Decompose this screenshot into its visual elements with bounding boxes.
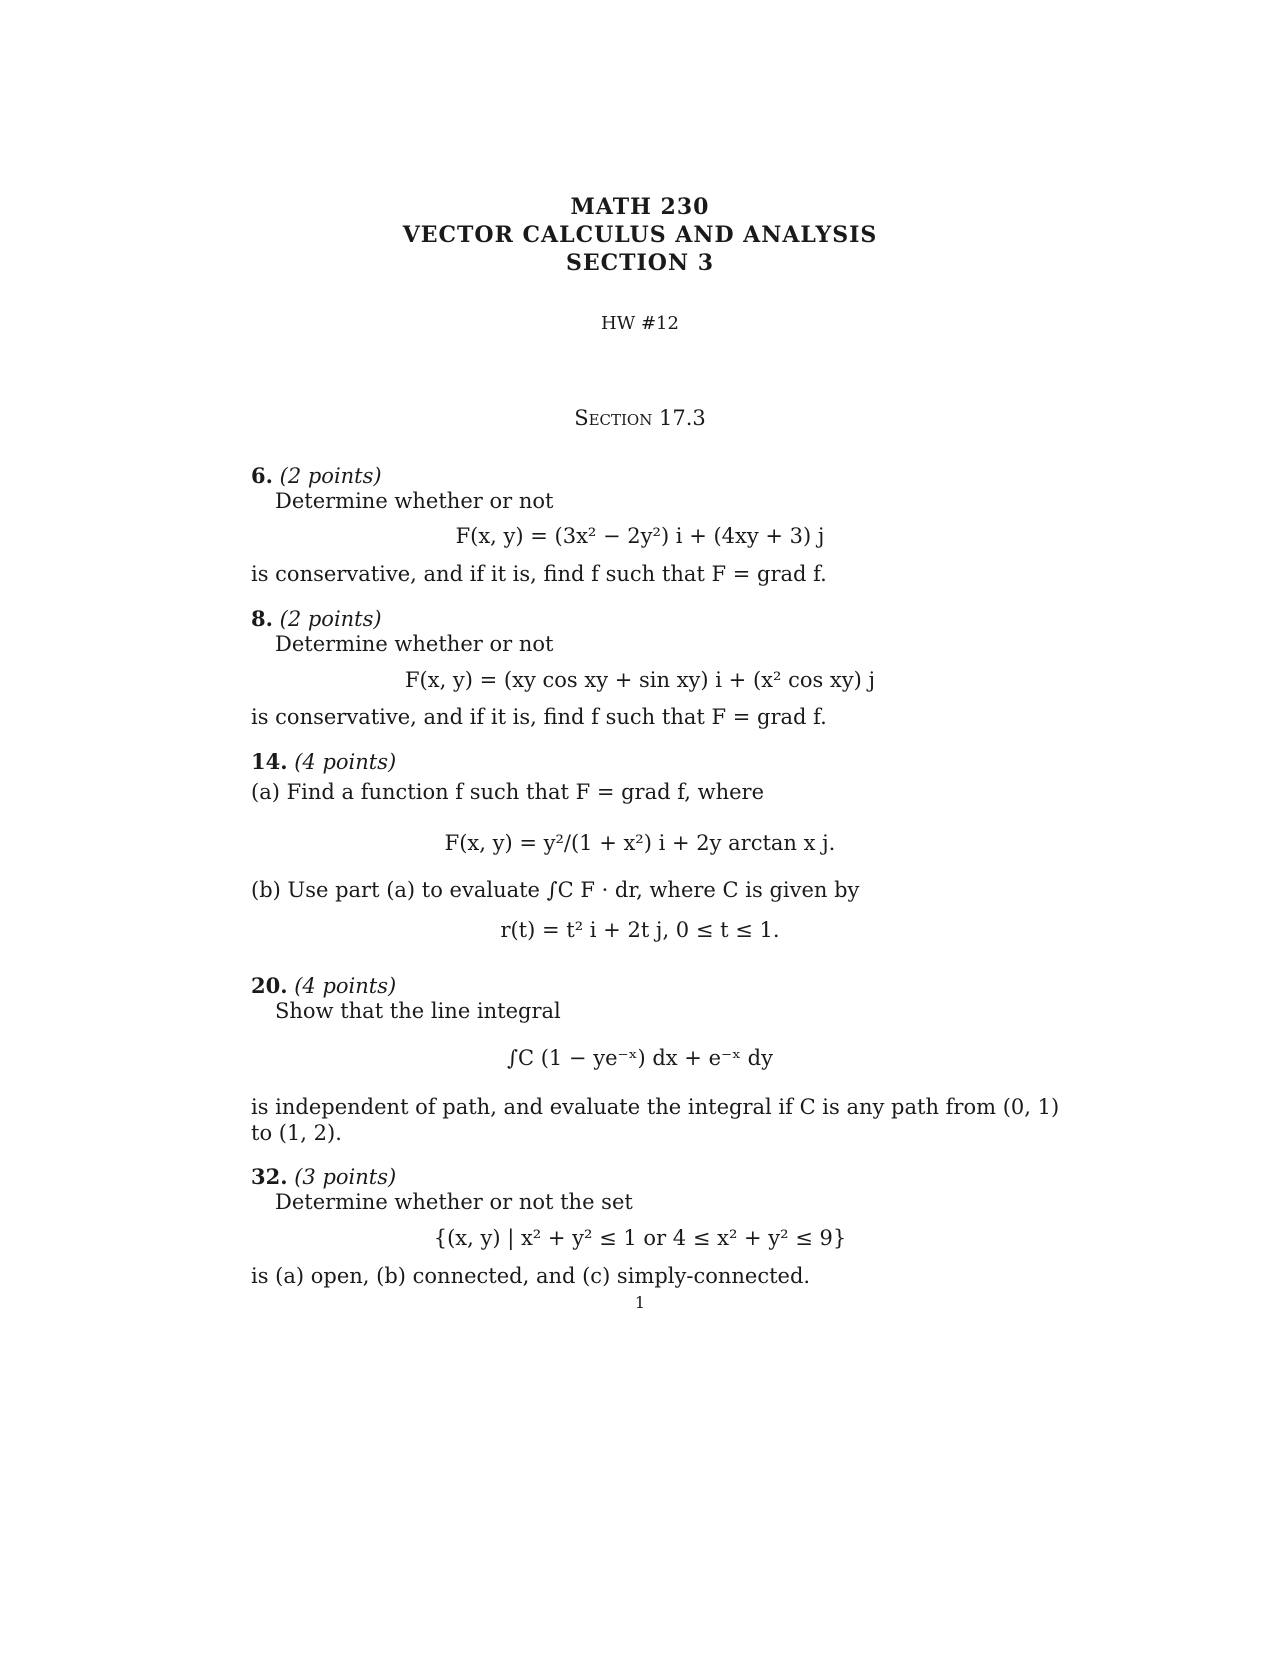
problem-followup: to (1, 2). [251,1121,342,1145]
page-number: 1 [634,1293,646,1312]
problem-number: 14. [251,749,288,774]
problem-equation: F(x, y) = (3x² − 2y²) i + (4xy + 3) j [455,524,825,548]
problem-points: (4 points) [294,750,397,774]
problem-equation: F(x, y) = (xy cos xy + sin xy) i + (x² cos xy) j [404,668,876,692]
problem-heading [251,463,382,488]
problem-prompt: Determine whether or not [275,489,554,513]
problem-followup: is independent of path, and evaluate the integral if C is any path from (0, 1) [251,1095,1060,1119]
problem-prompt: Show that the line integral [275,999,561,1023]
problem-heading [251,973,396,998]
problem-followup: is (a) open, (b) connected, and (c) simply-connected. [251,1264,811,1288]
problem-number: 32. [251,1164,288,1189]
course-number: MATH 230 [570,194,710,220]
problem-prompt: Determine whether or not [275,632,554,656]
problem-heading [251,1164,396,1189]
problem-points: (2 points) [279,464,382,488]
problem-equation: ∫C (1 − ye⁻ˣ) dx + e⁻ˣ dy [507,1046,773,1070]
problem-equation-a: F(x, y) = y²/(1 + x²) i + 2y arctan x j. [444,831,836,855]
problem-number: 6. [251,463,273,488]
problem-equation: {(x, y) | x² + y² ≤ 1 or 4 ≤ x² + y² ≤ 9} [433,1226,847,1250]
course-title: VECTOR CALCULUS AND ANALYSIS [402,222,878,248]
problem-followup: is conservative, and if it is, find f such that F = grad f. [251,562,827,586]
course-section: SECTION 3 [565,250,715,276]
chapter-section: Section 17.3 [574,406,706,430]
problem-points: (2 points) [279,607,382,631]
problem-prompt: Determine whether or not the set [275,1190,633,1214]
homework-number: HW #12 [601,313,679,334]
problem-equation-b: r(t) = t² i + 2t j, 0 ≤ t ≤ 1. [500,918,780,942]
problem-number: 8. [251,606,273,631]
problem-points: (3 points) [294,1165,397,1189]
problem-part-a: (a) Find a function f such that F = grad f, where [251,780,765,804]
problem-points: (4 points) [294,974,397,998]
problem-heading [251,606,382,631]
problem-number: 20. [251,973,288,998]
problem-part-b: (b) Use part (a) to evaluate ∫C F · dr, where C is given by [251,878,860,902]
problem-followup: is conservative, and if it is, find f such that F = grad f. [251,705,827,729]
problem-heading [251,749,396,774]
